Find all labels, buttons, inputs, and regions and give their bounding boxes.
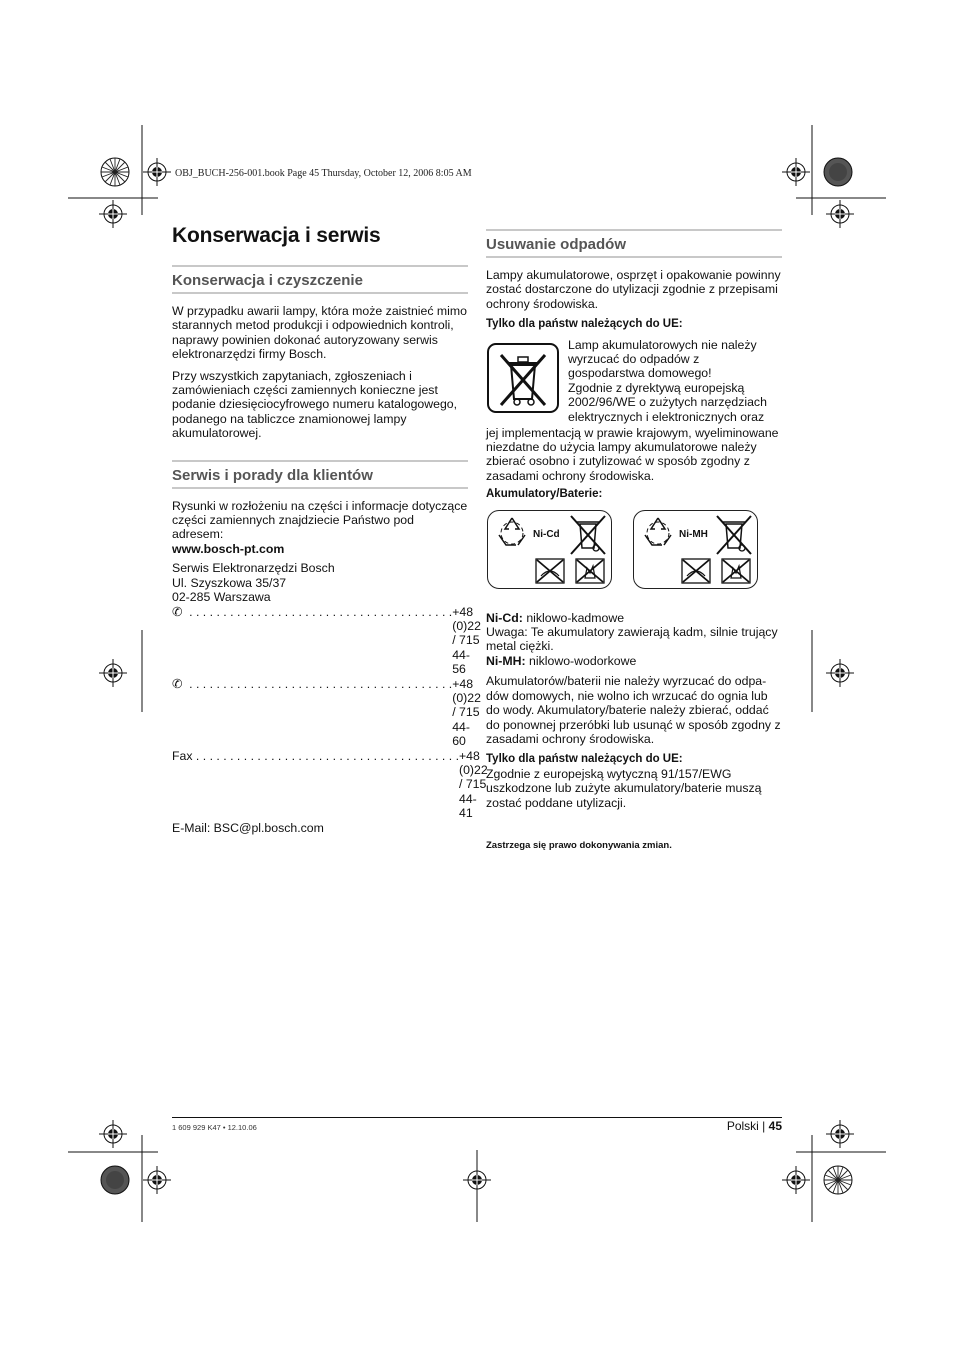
battery-label: Akumulatory/Baterie: [486,488,603,501]
page-number-block [727,1119,782,1133]
page-title: Konserwacja i serwis [172,224,381,247]
footer-code: 1 609 929 K47 • 12.10.06 [172,1123,257,1132]
crossed-bin-icon [568,514,608,556]
section-title-maintenance: Konserwacja i czyszczenie [172,265,468,294]
crossed-bin-icon [487,343,559,413]
battery-symbols [486,506,782,596]
fax-row: Fax . . . . . . . . . . . . . . . . . . . . . . . . . . . . . . . . . . . . . . . +48 (0)22 / 715 44-41 [172,748,488,821]
nimh-symbol-label: Ni-MH [679,528,708,540]
print-header: OBJ_BUCH-256-001.book Page 45 Thursday, October 12, 2006 8:05 AM [175,168,472,179]
nimh-definition [486,654,782,668]
recycle-icon [640,515,676,547]
eu-only-label-2: Tylko dla państw należących do UE: [486,753,683,766]
right-column [486,229,782,810]
weee-text-wrapped [568,338,782,424]
no-landfill-icon [535,558,565,584]
phone-number-1: +48 (0)22 / 715 44-56 [452,604,481,677]
fax-number: +48 (0)22 / 715 44-41 [459,748,488,821]
weee-line: wyrzucać do odpadów z [568,352,700,367]
weee-line: elektrycznych i elektronicznych oraz [568,409,765,424]
nicd-definition [486,611,782,625]
left-column [172,265,488,835]
nimh-description: niklowo-wodorkowe [529,653,637,668]
change-notice: Zastrzega się prawo dokonywania zmian. [486,840,672,851]
weee-line: gospodarstwa domowego! [568,366,712,381]
weee-block [486,338,782,426]
section-title-service: Serwis i porady dla klientów [172,460,468,489]
service-paragraph: Rysunki w rozłożeniu na części i informacje dotyczące części zamiennych znajdziecie Państwo pod adresem: [172,498,468,542]
phone-row-1: ✆ . . . . . . . . . . . . . . . . . . . . . . . . . . . . . . . . . . . . . . . +48 (0)22 / 715 44-56 [172,604,481,677]
maintenance-paragraph-1: W przypadku awarii lampy, która może zaistnieć mimo starannych metod produkcji i odpowiednich kontroli, naprawy powinien dokonać autoryzowany serwis elektronarzędzi firmy Bosch. [172,304,467,362]
telephone-icon: ✆ [172,676,183,691]
address-line-2: Ul. Szyszkowa 35/37 [172,575,287,590]
nimh-symbol-box [633,510,758,589]
phone-number-2: +48 (0)22 / 715 44-60 [452,676,481,749]
website-link[interactable]: www.bosch-pt.com [172,541,285,556]
weee-line: Lamp akumulatorowych nie należy [568,337,757,352]
phone-row-2: ✆ . . . . . . . . . . . . . . . . . . . . . . . . . . . . . . . . . . . . . . . +48 (0)22 / 715 44-60 [172,676,481,749]
nicd-symbol-label: Ni-Cd [533,528,560,540]
crossed-bin-icon [714,514,754,556]
eu-directive-paragraph: Zgodnie z europejską wytyczną 91/157/EWG uszkodzone lub zużyte akumulatory/baterie muszą zostać poddane utylizacji. [486,766,762,810]
telephone-icon: ✆ [172,604,183,619]
footer-separator: | [762,1119,766,1133]
recycle-icon [494,515,530,547]
address-line-1: Serwis Elektronarzędzi Bosch [172,561,335,576]
maintenance-paragraph-2: Przy wszystkich zapytaniach, zgłoszeniach i zamówieniach części zamiennych konieczne jest podanie dziesięciocyfrowego numeru katalogowego, podanego na tabliczce znamionowej lampy akumulatorowej. [172,368,458,441]
battery-disposal-paragraph: Akumulatorów/baterii nie należy wyrzucać do odpa-dów domowych, nie wolno ich wrzucać do ognia lub do wody. Akumulatory/baterie należy zbierać, oddać do ponownej przeróbki lub usunąć w sposób zgodny z zasadami ochrony środowiska. [486,674,781,746]
nicd-description: niklowo-kadmowe [526,610,625,625]
nicd-symbol-box [487,510,612,589]
weee-line: Zgodnie z dyrektywą europejską [568,380,745,395]
footer-rule [172,1117,782,1118]
section-title-disposal: Usuwanie odpadów [486,229,782,258]
no-landfill-icon [681,558,711,584]
weee-line: 2002/96/WE o zużytych narzędziach [568,395,767,410]
email-line: E-Mail: BSC@pl.bosch.com [172,820,324,835]
fax-label: Fax [172,748,193,763]
cadmium-warning: Uwaga: Te akumulatory zawierają kadm, silnie trujący metal ciężki. [486,625,778,654]
no-incineration-icon [575,558,605,584]
weee-paragraph-continued: jej implementacją w prawie krajowym, wyeliminowane niezdatne do użycia lampy akumulatorowe należy zbierać osobno i zutylizować w sposób zgodny z zasadami ochrony środowiska. [486,425,779,483]
address-line-3: 02-285 Warszawa [172,590,271,605]
eu-only-label: Tylko dla państw należących do UE: [486,318,683,331]
disposal-paragraph: Lampy akumulatorowe, osprzęt i opakowanie powinny zostać dostarczone do utylizacji zgodnie z przepisami ochrony środowiska. [486,268,781,311]
nicd-term: Ni-Cd: [486,610,523,625]
footer-language: Polski [726,1119,759,1133]
nimh-term: Ni-MH: [486,653,526,668]
no-incineration-icon [721,558,751,584]
page-number: 45 [768,1119,782,1133]
